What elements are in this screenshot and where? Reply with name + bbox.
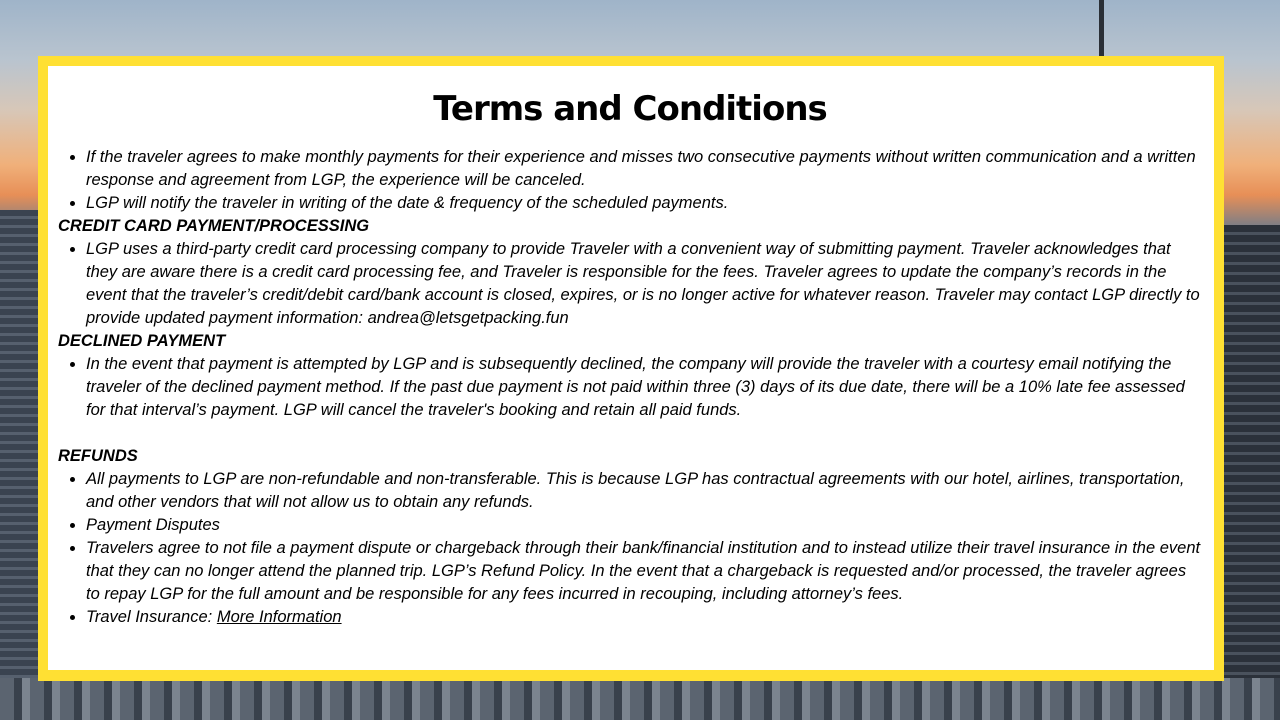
declined-payment-list (58, 353, 1202, 422)
buildings-bottom (0, 678, 1280, 720)
list-item-travel-insurance (86, 606, 1202, 629)
list-item: • If the traveler agrees to make monthly payments for their experience and misses two consecutive payments without written communication and a written response and agreement from LGP, the experience will be canceled. (86, 146, 1202, 192)
travel-insurance-label: Travel Insurance: (86, 608, 217, 626)
page-title: Terms and Conditions (433, 89, 827, 129)
terms-content (58, 146, 1202, 629)
section-heading-refunds: REFUNDS (58, 447, 138, 465)
refunds-list (58, 468, 1202, 629)
list-item: • Travelers agree to not file a payment dispute or chargeback through their bank/financial institution and to instead utilize their travel insurance in the event that they can no longer attend the planned trip. LGP’s Refund Policy. In the event that a chargeback is requested and/or processed, the traveler agrees to repay LGP for the full amount and be responsible for any fees incurred in recouping, including attorney’s fees. (86, 537, 1202, 606)
list-item: • In the event that payment is attempted by LGP and is subsequently declined, the company will provide the traveler with a courtesy email notifying the traveler of the declined payment method. If the past due payment is not paid within three (3) days of its due date, there will be a 10% late fee assessed for that interval’s payment. LGP will cancel the traveler's booking and retain all paid funds. (86, 353, 1202, 422)
more-information-link[interactable]: More Information (216, 608, 342, 626)
list-item: • Payment Disputes (86, 514, 1202, 537)
intro-list (58, 146, 1202, 215)
list-item: • LGP uses a third-party credit card processing company to provide Traveler with a convenient way of submitting payment. Traveler acknowledges that they are aware there is a credit card processing fee, and Traveler is responsible for the fees. Traveler agrees to update the company’s records in the event that the traveler’s credit/debit card/bank account is closed, expires, or is no longer active for whatever reason. Traveler may contact LGP directly to provide updated payment information: andrea@letsgetpacking.fun (86, 238, 1202, 330)
buildings-left (0, 210, 40, 720)
section-heading-declined-payment: DECLINED PAYMENT (58, 332, 226, 350)
section-spacer (58, 422, 1202, 445)
section-heading-credit-card: CREDIT CARD PAYMENT/PROCESSING (58, 217, 370, 235)
buildings-right (1222, 225, 1280, 720)
tower-spire (1099, 0, 1104, 60)
list-item: • All payments to LGP are non-refundable and non-transferable. This is because LGP has contractual agreements with our hotel, airlines, transportation, and other vendors that will not allow us to obtain any refunds. (86, 468, 1202, 514)
terms-card (48, 66, 1214, 670)
list-item: • LGP will notify the traveler in writing of the date & frequency of the scheduled payments. (86, 192, 1202, 215)
credit-card-list (58, 238, 1202, 330)
